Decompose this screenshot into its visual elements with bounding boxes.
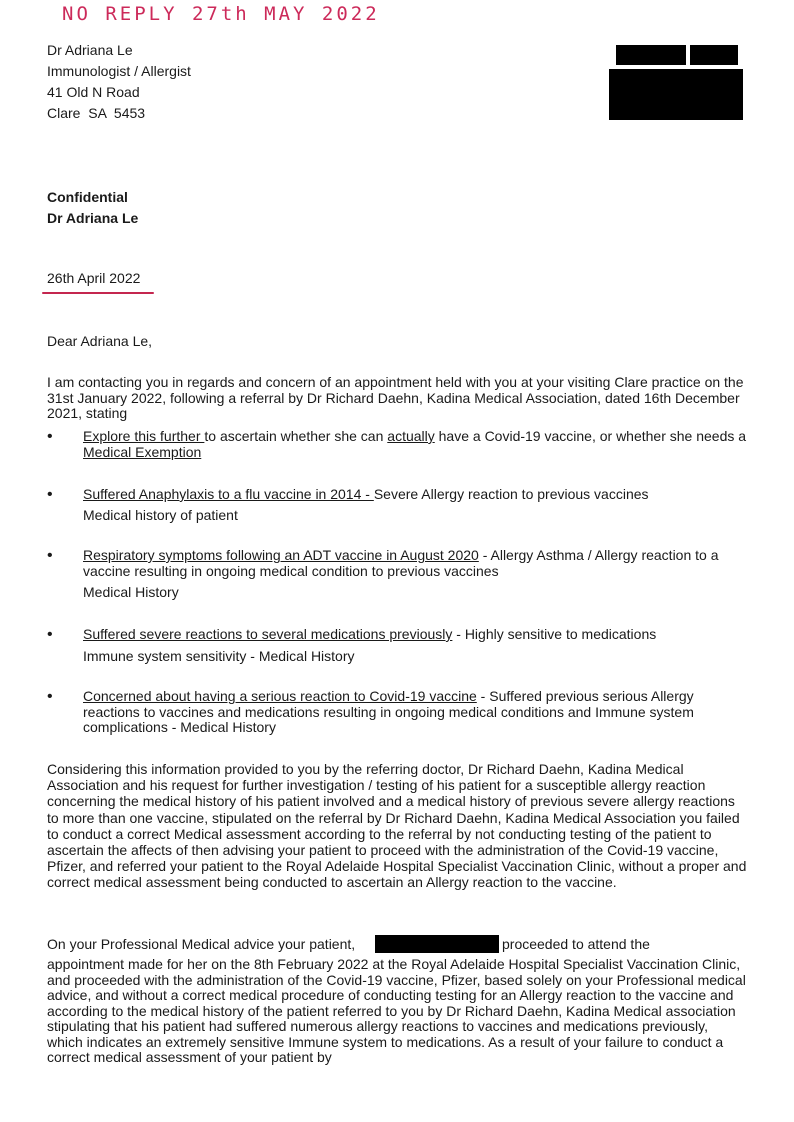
list-item-note: Medical history of patient [83, 507, 238, 523]
list-item-underlined: Suffered Anaphylaxis to a flu vaccine in 2014 - [83, 486, 374, 502]
letter-date: 26th April 2022 [47, 270, 141, 286]
list-item-plain: - Highly sensitive to medications [452, 626, 657, 642]
list-item-text [83, 548, 748, 579]
paragraph-after-redaction: proceeded to attend the [502, 936, 650, 952]
bullet-icon: • [47, 626, 53, 643]
bullet-icon: • [47, 428, 53, 445]
list-item-underlined: actually [387, 428, 435, 444]
intro-paragraph: I am contacting you in regards and concern of an appointment held with you at your visiting Clare practice on the 31st January 2022, following a referral by Dr Richard Daehn, Kadina Medical Association, dated 16th December 2021, stating [47, 374, 744, 421]
list-item-underlined: Concerned about having a serious reaction to Covid-19 vaccine [83, 688, 477, 704]
bullet-icon: • [47, 547, 53, 564]
list-item-text [83, 689, 748, 736]
bullet-icon: • [47, 688, 53, 705]
list-item-text [83, 627, 748, 643]
redaction-block [451, 935, 499, 953]
confidential-name: Dr Adriana Le [47, 210, 139, 226]
sender-address [47, 40, 191, 124]
redaction-block [690, 45, 738, 65]
paragraph-considering: Considering this information provided to you by the referring doctor, Dr Richard Daehn, Kadina Medical Association and his request for further investigation / testing of his patient for a susceptible allergy reaction concerning the medical history of his patient involved and a medical history of previous severe allergy reactions to more than one vaccine, stipulated on the referral by Dr Richard Daehn, Kadina Medical Association you failed to conduct a correct Medical assessment according to the referral by not conducting testing of the patient to ascertain the affects of then advising your patient to proceed with the administration of the Covid-19 vaccine, Pfizer, and referred your patient to the Royal Adelaide Hospital Specialist Vaccination Clinic, without a proper and correct medical assessment being conducted to ascertain an Allergy reaction to the vaccine. [47, 761, 747, 891]
list-item-underlined: Suffered severe reactions to several medications previously [83, 626, 453, 642]
list-item-text [83, 487, 748, 503]
list-item-plain: have a Covid-19 vaccine, or whether she needs a [434, 428, 747, 444]
sender-street: 41 Old N Road [47, 84, 140, 100]
sender-name: Dr Adriana Le [47, 42, 133, 58]
list-item-plain: Severe Allergy reaction to previous vaccines [373, 486, 649, 502]
bullet-icon: • [47, 486, 53, 503]
list-item-plain: to ascertain whether she can [204, 428, 388, 444]
list-item-underlined: Medical Exemption [83, 443, 202, 460]
date-underline-mark [42, 292, 154, 294]
list-item-plain: - Suffered previous serious Allergy reactions to vaccines and medications resulting in ongoing medical conditions and Immune system complications - Medical History [83, 688, 694, 735]
redaction-block [609, 69, 743, 120]
paragraph-rest: appointment made for her on the 8th February 2022 at the Royal Adelaide Hospital Specialist Vaccination Clinic, and proceeded with the administration of the Covid-19 vaccine, Pfizer, based solely on your Professional medical advice, and without a correct medical procedure of conducting testing for an Allergy reaction to the vaccine and according to the medical history of the patient referred to you by Dr Richard Daehn, Kadina Medical association stipulating that his patient had suffered numerous allergy reactions to vaccines and medications previously, which indicates an extremely sensitive Immune system to medications. As a result of your failure to conduct a correct medical assessment of your patient by [47, 956, 746, 1065]
list-item-note: Immune system sensitivity - Medical History [83, 648, 355, 664]
handwritten-annotation: NO REPLY 27th MAY 2022 [62, 3, 380, 25]
paragraph-start: On your Professional Medical advice your patient, [47, 936, 356, 952]
confidential-block [47, 187, 138, 229]
list-item-note: Medical History [83, 584, 179, 600]
confidential-label: Confidential [47, 189, 128, 205]
list-item-underlined: Explore this further [83, 428, 205, 444]
paragraph-first-line [47, 937, 747, 957]
sender-town: Clare SA 5453 [47, 105, 146, 121]
list-item-plain: - Allergy Asthma / Allergy reaction to a vaccine resulting in ongoing medical condition to previous vaccines [83, 547, 719, 579]
paragraph-professional-advice [47, 937, 747, 1066]
salutation: Dear Adriana Le, [47, 333, 153, 349]
redaction-block [616, 45, 686, 65]
list-item-underlined: Respiratory symptoms following an ADT vaccine in August 2020 [83, 547, 479, 563]
list-item-text [83, 429, 748, 460]
sender-title: Immunologist / Allergist [47, 63, 191, 79]
